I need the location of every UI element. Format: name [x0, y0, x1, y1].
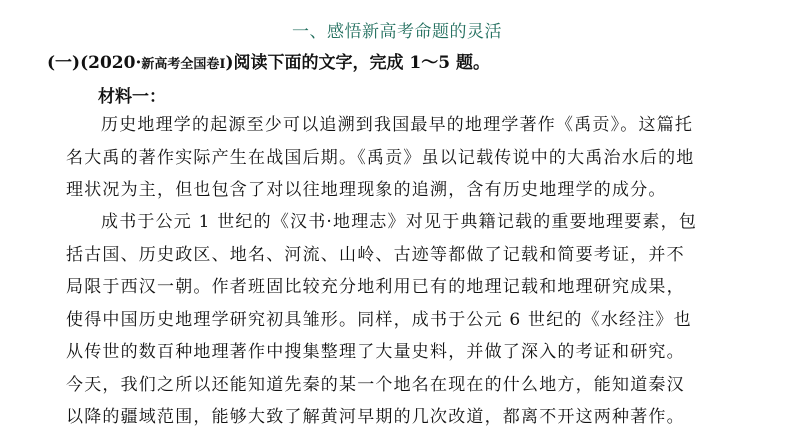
- question-header: [47, 48, 787, 73]
- paragraph-line: 理状况为主，但也包含了对以往地理现象的追溯，含有历史地理学的成分。: [66, 180, 667, 200]
- question-source: 新高考全国卷Ⅰ: [141, 57, 226, 72]
- paragraph-line: 括古国、历史政区、地名、河流、山岭、古迹等都做了记载和简要考证，并不: [66, 244, 685, 265]
- paragraph-line: 成书于公元 1 世纪的《汉书·地理志》对见于典籍记载的重要地理要素，包: [101, 212, 698, 232]
- section-title: 一、感悟新高考命题的灵活: [292, 22, 502, 42]
- paragraph-line: 从传世的数百种地理著作中搜集整理了大量史料，并做了深入的考证和研究。: [66, 342, 685, 362]
- paragraph-1: [66, 109, 766, 207]
- paragraph-line: 名大禹的著作实际产生在战国后期。《禹贡》虽以记载传说中的大禹治水后的地: [66, 147, 695, 168]
- paragraph-line: 今天，我们之所以还能知道先秦的某一个地名在现在的什么地方，能知道秦汉: [66, 374, 685, 395]
- paragraph-line: 使得中国历史地理学研究初具雏形。同样，成书于公元 6 世纪的《水经注》也: [66, 309, 692, 330]
- question-instruction: )阅读下面的文字，完成 1～5 题。: [225, 53, 491, 73]
- material-label: 材料一：: [98, 87, 166, 107]
- paragraph-line: 以降的疆域范围，能够大致了解黄河早期的几次改道，都离不开这两种著作。: [66, 407, 685, 427]
- question-prefix: (一)(2020·: [47, 53, 142, 73]
- paragraph-2: [66, 206, 766, 434]
- paragraph-line: 历史地理学的起源至少可以追溯到我国最早的地理学著作《禹贡》。这篇托: [101, 115, 694, 135]
- paragraph-line: 局限于西汉一朝。作者班固比较充分地利用已有的地理记载和地理研究成果，: [66, 277, 685, 297]
